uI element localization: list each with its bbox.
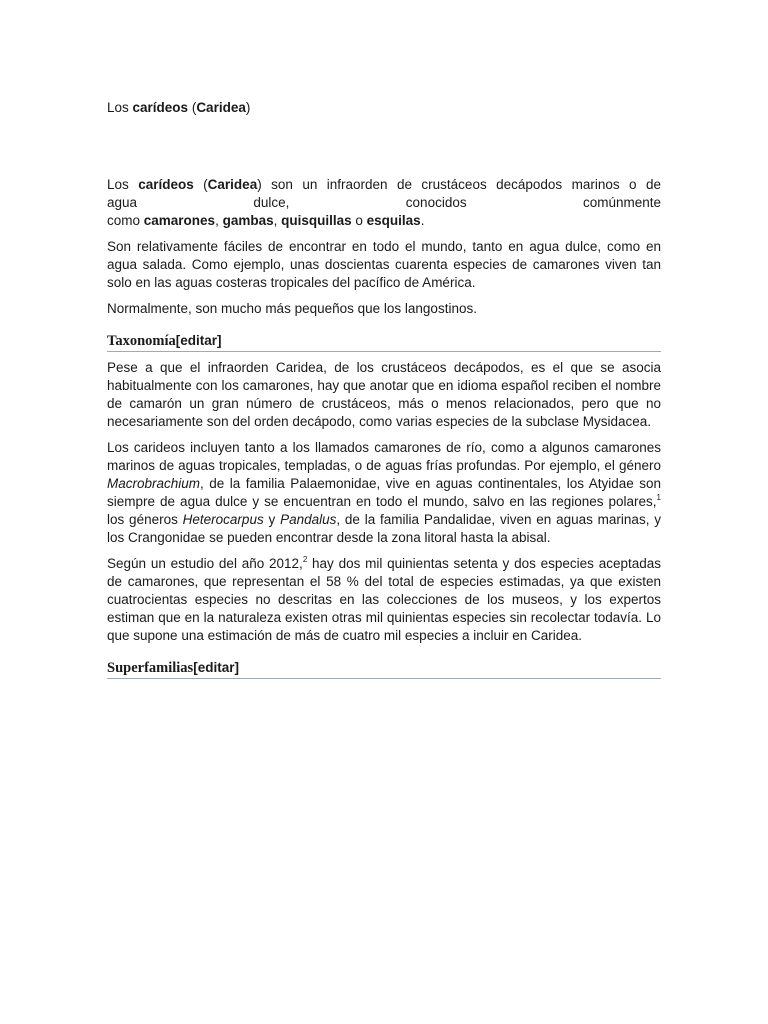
section-heading-superfamilias	[107, 659, 661, 679]
paragraph-taxonomia-3	[107, 555, 661, 645]
intro-text: ,	[273, 213, 282, 228]
paragraph-size: Normalmente, son mucho más pequeños que los langostinos.	[107, 301, 477, 316]
paragraph-taxonomia-1: Pese a que el infraorden Caridea, de los crustáceos decápodos, es el que se asocia habitualmente con los camarones, hay que anotar que en idioma español reciben el nombre de camarón un gran número de crustáceos, más o menos relacionados, pero que no necesariamente son del orden decápodo, como varias especies de la subclase Mysidacea.	[107, 360, 661, 429]
section-heading-taxonomia	[107, 332, 661, 352]
italic-genus-macrobrachium: Macrobrachium	[107, 476, 201, 491]
italic-genus-pandalus: Pandalus	[280, 512, 337, 527]
intro-bold-esquilas: esquilas	[366, 213, 421, 228]
footnote-ref-1[interactable]: 1	[656, 492, 661, 502]
paragraph-text: y	[263, 512, 281, 527]
paragraph-text: Los carideos incluyen tanto a los llamados camarones de río, como a algunos camarones marinos de aguas tropicales, templadas, o de aguas frías profundas. Por ejemplo, el género	[107, 440, 661, 473]
document-title	[107, 99, 250, 117]
paragraph-text: Según un estudio del año 2012,	[107, 556, 303, 571]
intro-text: .	[420, 213, 425, 228]
title-text: (	[188, 100, 197, 115]
paragraph-text: , de la familia Palaemonidae, vive en aguas continentales, los Atyidae son siempre de agua dulce y se encuentran en todo el mundo, salvo en las regiones polares,	[107, 476, 661, 509]
intro-text: o	[351, 213, 367, 228]
intro-line-1	[107, 176, 661, 194]
paragraph-taxonomia-2	[107, 439, 661, 547]
title-text: Los	[107, 100, 133, 115]
intro-bold-carideos: carídeos	[138, 177, 194, 192]
intro-text: ) son un infraorden de crustáceos decápodos marinos o de	[257, 177, 662, 192]
intro-text: ,	[215, 213, 223, 228]
edit-link[interactable]: [editar]	[193, 660, 239, 675]
intro-line-2: agua dulce, conocidos comúnmente	[107, 195, 661, 210]
intro-bold-caridea: Caridea	[207, 177, 258, 192]
article-body	[107, 176, 661, 686]
intro-bold-quisquillas: quisquillas	[281, 213, 352, 228]
title-text: )	[245, 100, 251, 115]
intro-line-3	[107, 212, 661, 230]
paragraph-text: los géneros	[107, 512, 183, 527]
edit-link[interactable]: [editar]	[175, 333, 222, 348]
italic-genus-heterocarpus: Heterocarpus	[182, 512, 264, 527]
footnote-ref-2[interactable]: 2	[302, 554, 308, 564]
intro-text: como	[107, 213, 144, 228]
section-title-text: Taxonomía	[107, 333, 176, 349]
intro-paragraph	[107, 176, 661, 230]
section-title-text: Superfamilias	[107, 660, 194, 676]
title-bold-carideos: carídeos	[132, 100, 189, 115]
intro-text: (	[193, 177, 208, 192]
paragraph-distribution: Son relativamente fáciles de encontrar en todo el mundo, tanto en agua dulce, como en agua salada. Como ejemplo, unas doscientas cuarenta especies de camarones viven tan solo en las aguas costeras tropicales del pacífico de América.	[107, 239, 661, 290]
intro-bold-gambas: gambas	[222, 213, 274, 228]
title-bold-caridea: Caridea	[196, 100, 246, 115]
intro-text: Los	[107, 177, 139, 192]
paragraph-text: , de la familia Pandalidae, viven en aguas marinas, y los Crangonidae se pueden encontrar desde la zona litoral hasta la abisal.	[107, 512, 661, 545]
paragraph-text: hay dos mil quinientas setenta y dos especies aceptadas de camarones, que representan el 58 % del total de especies estimadas, ya que existen cuatrocientas especies no descritas en las colecciones de los museos, y los expertos estiman que en la naturaleza existen otras mil quinientas especies sin recolectar todavía. Lo que supone una estimación de más de cuatro mil especies a incluir en Caridea.	[107, 556, 661, 643]
intro-bold-camarones: camarones	[143, 213, 216, 228]
